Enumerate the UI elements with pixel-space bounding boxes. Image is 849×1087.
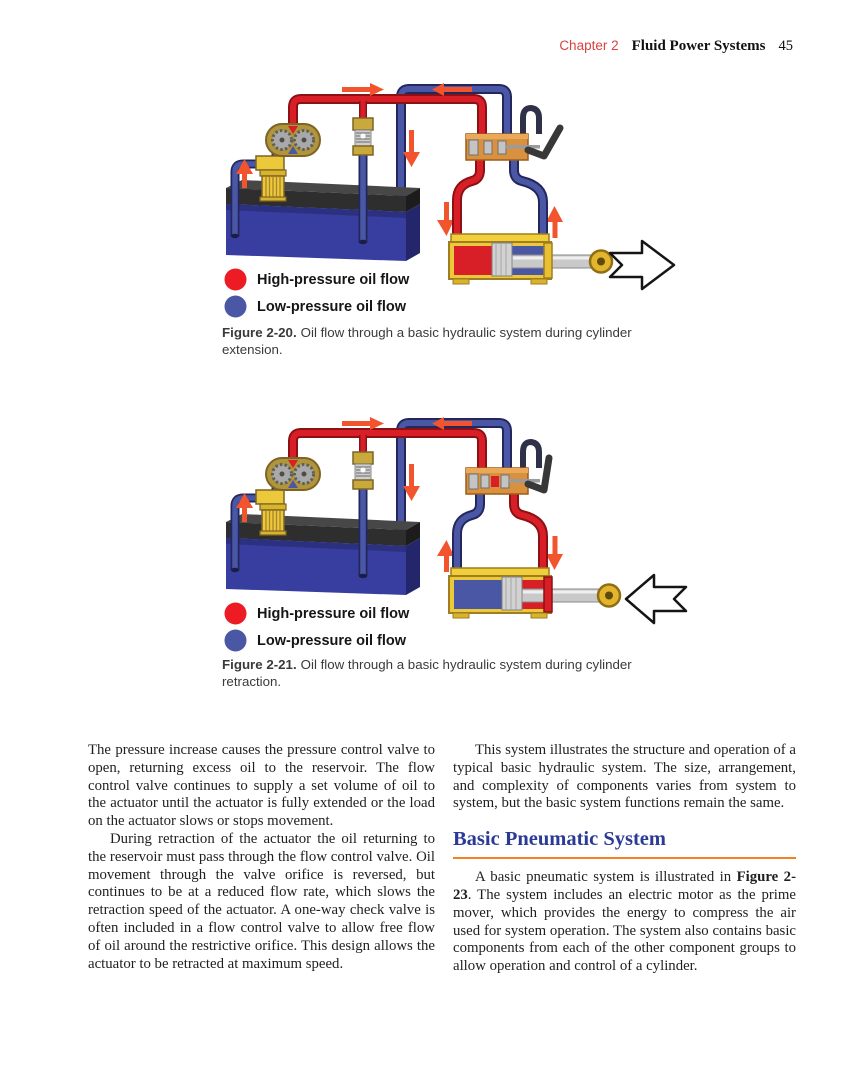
legend-item-high-pressure: [224, 266, 409, 293]
retraction-arrow-icon: [626, 575, 686, 623]
caption-label: Figure 2-21.: [222, 657, 297, 672]
oil-reservoir: [226, 180, 420, 261]
valve-handle: [528, 128, 560, 156]
paragraph-pressure-increase: The pressure increase causes the pressure control valve to open, returning excess oil to the reservoir. The flow control valve continues to supply a set volume of oil to the actuator until the actuator is fully extended or the load on the actuator slows or stops movement.: [88, 742, 435, 830]
caption-text: Oil flow through a basic hydraulic system during cylinder retraction.: [222, 657, 632, 689]
book-title: Fluid Power Systems: [631, 38, 766, 54]
caption-text: Oil flow through a basic hydraulic system during cylinder extension.: [222, 325, 632, 357]
figure-2-20-illustration: [222, 78, 692, 323]
paragraph-basic-pneumatic: [453, 869, 796, 976]
figure-2-21-illustration: [222, 412, 692, 657]
gear-pump: [266, 458, 320, 490]
section-heading-basic-pneumatic-system: Basic Pneumatic System: [453, 827, 796, 859]
figure-reference: Figure 2-23: [453, 869, 796, 903]
hydraulic-cylinder: [449, 234, 612, 284]
cylinder-lines: [457, 494, 543, 572]
extension-arrow-icon: [610, 241, 674, 289]
page-header: [559, 38, 793, 55]
paragraph-system-illustrates: This system illustrates the structure and operation of a typical basic hydraulic system. The size, arrangement, and complexity of components varies from system to system, but the basic system functions remain the same.: [453, 742, 796, 812]
paragraph-text: A basic pneumatic system is illustrated in: [475, 869, 737, 886]
legend-label: Low-pressure oil flow: [257, 298, 407, 315]
paragraph-retraction: During retraction of the actuator the oil returning to the reservoir must pass through the flow control valve. Oil movement through the valve orifice is reversed, but continues to be at a reduced flow rate, which slows the retraction speed of the actuator. A one-way check valve is often included in a flow control valve to allow free flow of oil around the restrictive orifice. This design allows the actuator to be retracted at maximum speed.: [88, 830, 435, 972]
page-number: 45: [778, 38, 793, 54]
chapter-label: Chapter 2: [559, 38, 619, 53]
gear-pump: [266, 124, 320, 156]
left-column: [88, 742, 435, 973]
supply-line-high-pressure: [293, 99, 482, 136]
legend: [224, 266, 409, 320]
low-pressure-swatch-icon: [224, 295, 247, 318]
legend: [224, 600, 409, 654]
paragraph-text: . The system includes an electric motor as the prime mover, which provides the energy to compress the air used for system operation. The system also contains basic components from each of the other component groups to allow operation and control of a cylinder.: [453, 886, 796, 975]
legend-label: High-pressure oil flow: [257, 271, 410, 288]
high-pressure-swatch-icon: [224, 268, 247, 291]
high-pressure-swatch-icon: [224, 602, 247, 625]
cylinder-lines: [457, 160, 543, 238]
oil-reservoir: [226, 514, 420, 595]
caption-label: Figure 2-20.: [222, 325, 297, 340]
legend-item-high-pressure: [224, 600, 409, 627]
pressure-control-valve: [353, 452, 373, 489]
legend-item-low-pressure: [224, 627, 409, 654]
right-column: [453, 742, 796, 976]
legend-item-low-pressure: [224, 293, 409, 320]
legend-label: High-pressure oil flow: [257, 605, 410, 622]
legend-label: Low-pressure oil flow: [257, 632, 407, 649]
figure-2-21-caption: [222, 657, 692, 690]
low-pressure-swatch-icon: [224, 629, 247, 652]
pressure-control-valve: [353, 118, 373, 155]
hydraulic-cylinder: [449, 568, 620, 618]
supply-line-high-pressure: [293, 433, 482, 470]
figure-2-20-caption: [222, 325, 692, 358]
